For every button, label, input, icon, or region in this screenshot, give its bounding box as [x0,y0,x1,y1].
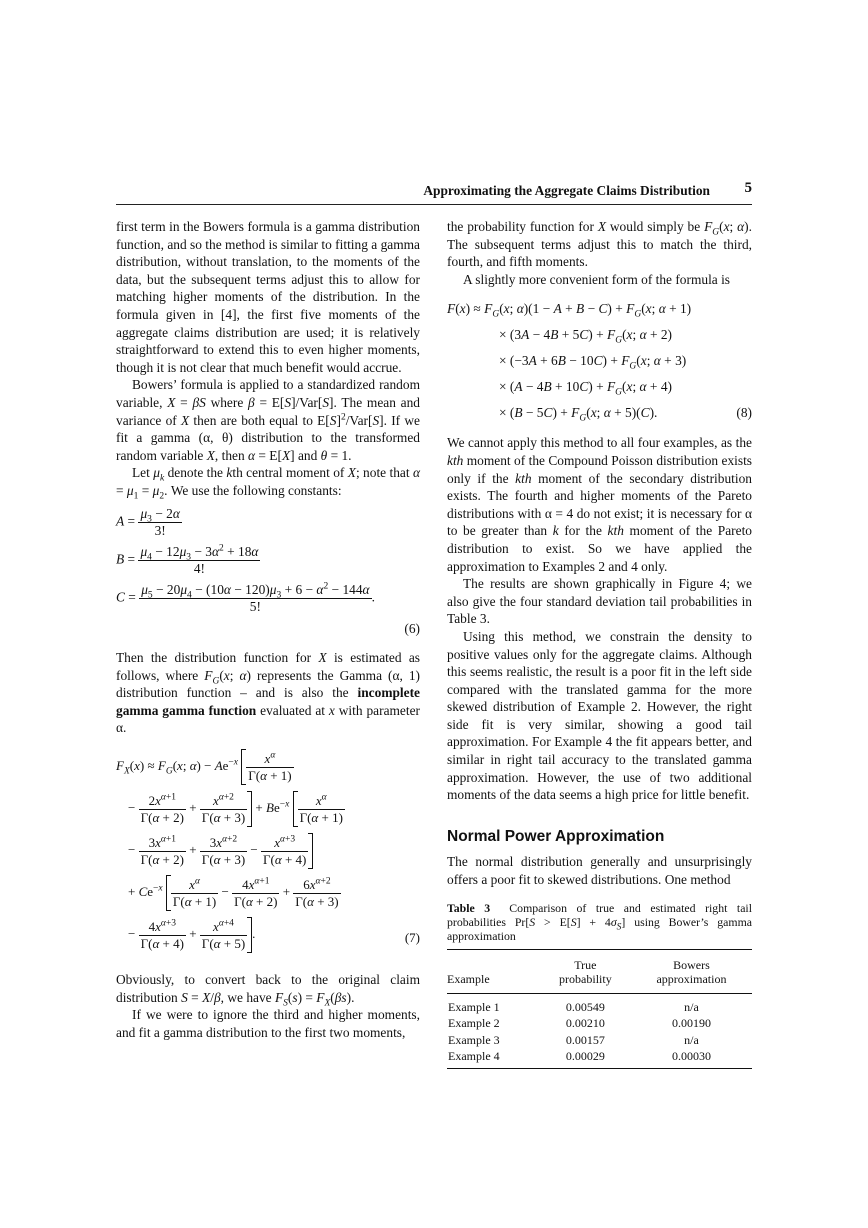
paragraph: Using this method, we constrain the density to positive values only for the aggregate claims. Although this seems realistic, the result is a poor fit in the left side compared with the translated gamma for the more skewed distribution of Example 2. However, the right side fit is very similar, showing a good tail approximation. For Example 4 the fit appears better, and similar in right tail accuracy to the translated gamma approximation. However, the use of two additional moments of the data seems a high price for little benefit. [447,628,752,803]
paragraph: The normal distribution generally and unsurprisingly offers a poor fit to skewed distributions. One method [447,854,752,888]
paragraph: The results are shown graphically in Figure 4; we also give the four standard deviation tail probabilities in Table 3. [447,576,752,627]
column-header: Example [447,972,490,987]
table-3 [447,901,752,1069]
paragraph: first term in the Bowers formula is a gamma distribution function, and so the method is similar to fitting a gamma distribution, without translation, to the moments of the data, but the subsequent terms adjust this to allow for matching higher moments of the distribution. In the formula given in [4], the first five moments of the aggregate claims distribution are used; it is relatively straightforward to extend this to even higher moments, though it is not clear that much benefit would accrue. [116,219,420,375]
table-row: Example 2 0.00210 0.00190 [448,1016,711,1031]
table-caption: Table 3 Comparison of true and estimated right tail probabilities $Pr[S > E[S] + 4\sigma_S]$ using Bower’s gamma approximation [447,900,752,943]
right-column [447,218,752,1069]
column-header: Bowers approximation [656,957,727,987]
paragraph: A slightly more convenient form of the formula is [463,271,731,287]
column-header: True probability [559,957,612,987]
equation-number: (8) [736,405,752,421]
paragraph: We cannot apply this method to all four examples, as the kth moment of the Compound Poisson distribution exists only if the kth moment of the secondary distribution exists. The fourth and higher moments of the Pareto distributions with α = 4 do not exist; it is necessary for α to be greater than k for the kth moment of the Pareto distribution to exist. So we have applied the approximation to Examples 2 and 4 only. [447,435,752,574]
equation-6: A = $\frac{\mu_3 - 2\alpha}{3!}$ B = $\frac{\mu_4 - 12\mu_3 - 3\alpha^2 + 18\alpha}{4!}$ C = $\frac{\mu_5 - 20\mu_4 - (10\alpha - 120)\mu_3 + 6 - \alpha^2 - 144\alpha}{5!}$ . (6) [116,505,420,636]
page-number: 5 [744,180,752,196]
paragraph: Let $\mu_k$ denote the kth central moment of X; note that $\alpha = \mu_1 = \mu_2$. We use the following constants: [116,465,420,502]
table-row: Example 3 0.00157 n/a [448,1032,699,1047]
equation-number: (6) [404,620,420,636]
paragraph: Bowers’ formula is applied to a standardized random variable, X = βS where β = E[S]/Var[S]. The mean and variance of X then are both equal to $E[S]^2/Var[S]$. If we fit a gamma (α, θ) distribution to the transformed random variable X, then α = E[X] and θ = 1. [116,377,420,463]
running-header [116,182,752,205]
table-row: Example 1 0.00549 n/a [448,999,699,1014]
left-column [116,218,420,1041]
paragraph: Obviously, to convert back to the original claim distribution S = X/β, we have $F_S(s) = F_X(\beta s)$. [116,972,420,1009]
paragraph: Then the distribution function for X is estimated as follows, where $F_G(x$; α) represents the Gamma (α, 1) distribution function – and is also the incomplete gamma gamma function evaluated at x with parameter α. [116,650,420,736]
running-title: Approximating the Aggregate Claims Distribution [423,183,710,198]
section-heading: Normal Power Approximation [447,827,665,845]
equation-number: (7) [404,930,420,946]
paragraph: If we were to ignore the third and higher moments, and fit a gamma distribution to the first two moments, [116,1007,420,1040]
paragraph: the probability function for X would simply be $F_G(x$; α). The subsequent terms adjust this to match the third, fourth, and fifth moments. [447,219,752,270]
data-table [447,949,752,1069]
equation-8: $F(x) \approx F_G(x$; $\alpha)(1 - A + B - C) + F_G(x$; α + 1) × $(3A - 4B + 5C) + F_G(x$; α + 2) × $(-3A + 6B - 10C) + F_G(x$; α + 3) × $(A - 4B + 10C) + F_G(x$; α + 4) × $(B - 5C) + F_G(x$; α + 5)(C). (8) [447,296,752,426]
table-row: Example 4 0.00029 0.00030 [448,1049,711,1064]
equation-7: $F_X(x) \approx F_G(x$; $\alpha) - Ae^{-x}$ $\frac{x^\alpha}{\Gamma(\alpha + 1)}$ − $\frac{2x^{\alpha+1}}{\Gamma(\alpha + 2)}$ + $\frac{x^{\alpha+2}}{\Gamma(\alpha + 3)}$ + $Be^{-x}$ $\frac{x^\alpha}{\Gamma(\alpha + 1)}$ − $\frac{3x^{\alpha+1}}{\Gamma(\alpha + 2)}$ + $\frac{3x^{\alpha+2}}{\Gamma(\alpha + 3)}$ − $\frac{x^{\alpha+3}}{\Gamma(\alpha + 4)}$ + $Ce^{-x}$ $\frac{x^\alpha}{\Gamma(\alpha + 1)}$ − $\frac{4x^{\alpha+1}}{\Gamma(\alpha + 2)}$ + $\frac{6x^{\alpha+2}}{\Gamma(\alpha + 3)}$ − $\frac{4x^{\alpha+3}}{\Gamma(\alpha + 4)}$ + $\frac{x^{\alpha+4}}{\Gamma(\alpha + 5)}$ . (7) [116,749,420,959]
